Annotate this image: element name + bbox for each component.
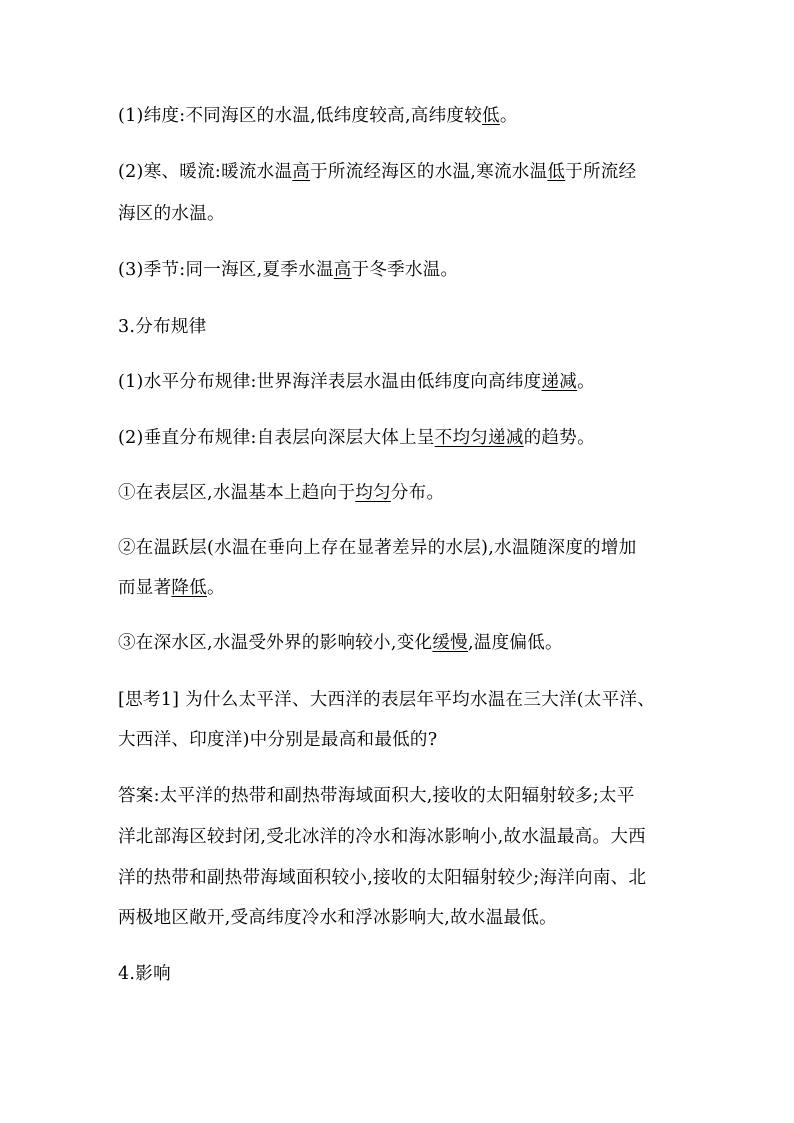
answer-line-1 — [118, 784, 698, 808]
text-segment: (1)纬度:不同海区的水温,低纬度较高,高纬度较 — [118, 106, 483, 126]
rule-thermocline-line-2 — [118, 576, 698, 600]
text-segment: 洋的热带和副热带海域面积较小,接收的太阳辐射较少;海洋向南、北 — [118, 868, 647, 888]
text-segment: ,温度偏低。 — [467, 633, 563, 653]
factor-currents-line-2 — [118, 202, 698, 226]
underlined-answer: 低 — [482, 106, 500, 126]
text-segment: ①在表层区,水温基本上趋向于 — [118, 483, 356, 503]
underlined-answer: 均匀 — [355, 483, 391, 503]
factor-season — [118, 258, 698, 282]
text-segment: 于所流经 — [565, 162, 637, 182]
text-segment: 而显著 — [118, 578, 172, 598]
answer-line-2 — [118, 825, 698, 849]
text-segment: (1)水平分布规律:世界海洋表层水温由低纬度向高纬度 — [118, 372, 542, 392]
underlined-answer: 低 — [547, 162, 566, 182]
text-segment: (2)垂直分布规律:自表层向深层大体上呈 — [118, 428, 435, 448]
text-segment: [思考1] 为什么太平洋、大西洋的表层年平均水温在三大洋(太平洋、 — [118, 690, 656, 710]
text-segment: 。 — [499, 106, 518, 126]
text-segment: 。 — [577, 372, 595, 392]
text-segment: (3)季节:同一海区,夏季水温 — [118, 260, 334, 280]
text-segment: 两极地区敞开,受高纬度冷水和浮冰影响大,故水温最低。 — [118, 908, 557, 928]
text-segment: 。 — [207, 578, 225, 598]
underlined-answer: 降低 — [171, 578, 208, 598]
underlined-answer: 高 — [292, 162, 311, 182]
text-segment: 海区的水温。 — [118, 204, 225, 224]
text-segment: ③在深水区,水温受外界的影响较小,变化 — [118, 633, 433, 653]
text-segment: 分布。 — [390, 483, 445, 503]
underlined-answer: 高 — [333, 260, 352, 280]
rule-vertical — [118, 426, 698, 450]
section-3-heading — [118, 315, 698, 339]
rule-thermocline-line-1 — [118, 536, 698, 560]
rule-deep-layer — [118, 631, 698, 655]
answer-line-3 — [118, 866, 698, 890]
text-segment: ②在温跃层(水温在垂向上存在显著差异的水层),水温随深度的增加 — [118, 538, 637, 558]
text-segment: 3.分布规律 — [118, 317, 207, 337]
underlined-answer: 缓慢 — [432, 633, 468, 653]
text-segment: 答案:太平洋的热带和副热带海域面积大,接收的太阳辐射较多;太平 — [118, 786, 635, 806]
rule-horizontal — [118, 370, 698, 394]
section-4-heading — [118, 962, 698, 986]
text-segment: 洋北部海区较封闭,受北冰洋的冷水和海冰影响小,故水温最高。大西 — [118, 827, 646, 847]
text-segment: 大西洋、印度洋)中分别是最高和最低的? — [118, 730, 438, 750]
text-segment: 于所流经海区的水温,寒流水温 — [310, 162, 548, 182]
underlined-answer: 不均匀递减 — [434, 428, 524, 448]
factor-currents-line-1 — [118, 160, 698, 184]
text-segment: 的趋势。 — [523, 428, 595, 448]
text-segment: (2)寒、暖流:暖流水温 — [118, 162, 293, 182]
text-segment: 于冬季水温。 — [351, 260, 459, 280]
factor-latitude — [118, 104, 698, 128]
think-question-line-1 — [118, 688, 698, 712]
rule-surface-layer — [118, 481, 698, 505]
think-question-line-2 — [118, 728, 698, 752]
text-segment: 4.影响 — [118, 964, 171, 984]
answer-line-4 — [118, 906, 698, 930]
underlined-answer: 递减 — [541, 372, 578, 392]
